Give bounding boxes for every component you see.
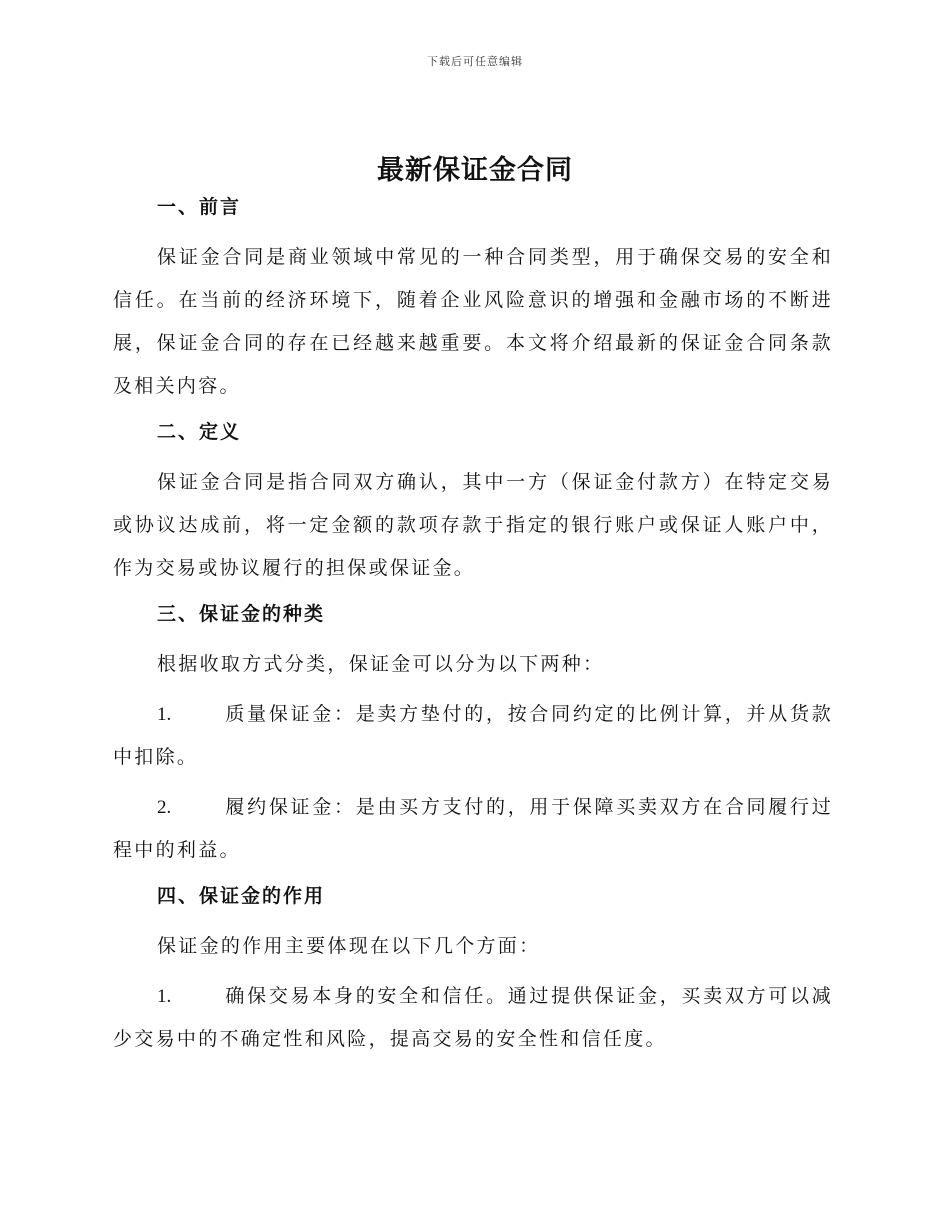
section-heading-function: 四、保证金的作用 (157, 885, 326, 907)
section-paragraph: 保证金合同是商业领域中常见的一种合同类型，用于确保交易的安全和信任。在当前的经济环境下，随着企业风险意识的增强和金融市场的不断进展，保证金合同的存在已经越来越重要。本文将介绍最新的保证金合同条款及相关内容。 (113, 246, 833, 397)
section-heading-definition: 二、定义 (157, 421, 242, 443)
list-item-text: 履约保证金：是由买方支付的，用于保障买卖双方在合同履行过程中的利益。 (113, 796, 833, 861)
page-header-note: 下载后可任意编辑 (427, 55, 523, 68)
section-heading-preface: 一、前言 (157, 196, 242, 218)
list-item-number: 1. (157, 704, 172, 725)
list-item-number: 2. (157, 797, 172, 818)
list-item-number: 1. (157, 986, 172, 1007)
document-body (113, 190, 833, 1068)
list-item (113, 975, 833, 1061)
section-paragraph: 保证金合同是指合同双方确认，其中一方（保证金付款方）在特定交易或协议达成前，将一定金额的款项存款于指定的银行账户或保证人账户中，作为交易或协议履行的担保或保证金。 (113, 471, 833, 579)
list-item-text: 质量保证金：是卖方垫付的，按合同约定的比例计算，并从货款中扣除。 (113, 703, 833, 768)
list-item (113, 693, 833, 779)
list-item-text: 确保交易本身的安全和信任。通过提供保证金，买卖双方可以减少交易中的不确定性和风险，提高交易的安全性和信任度。 (113, 985, 833, 1050)
section-intro: 根据收取方式分类，保证金可以分为以下两种： (157, 653, 605, 675)
section-intro: 保证金的作用主要体现在以下几个方面： (157, 935, 541, 957)
list-item (113, 786, 833, 872)
document-title: 最新保证金合同 (377, 155, 573, 186)
section-heading-types: 三、保证金的种类 (157, 603, 326, 625)
